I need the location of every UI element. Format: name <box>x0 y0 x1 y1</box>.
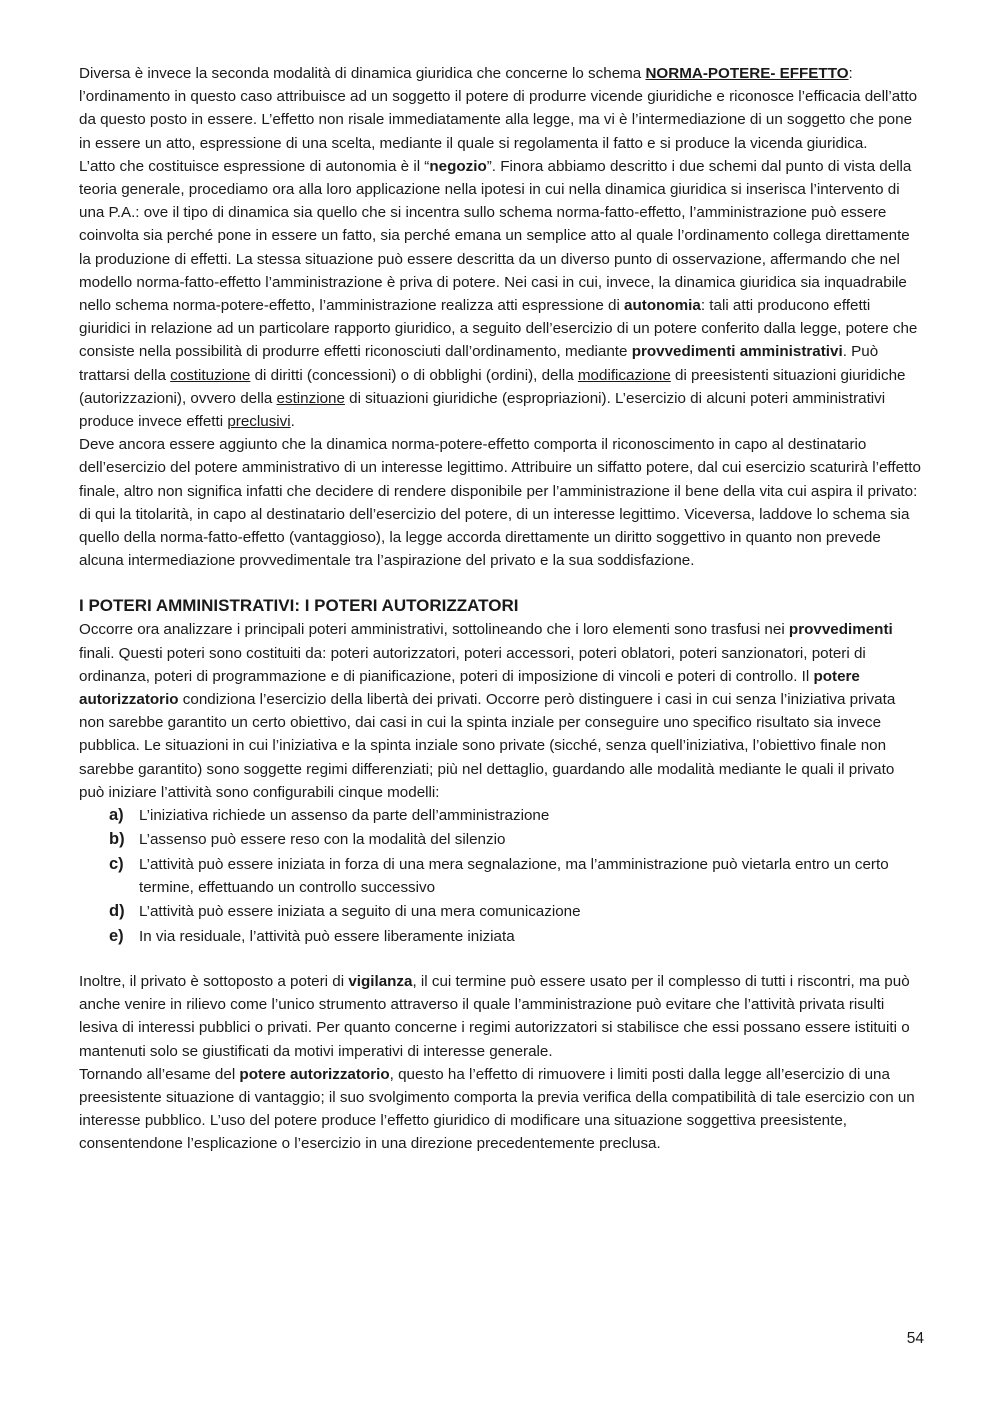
list-item <box>109 853 921 899</box>
section-heading: I POTERI AMMINISTRATIVI: I POTERI AUTORIZZATORI <box>79 596 519 616</box>
text-run: di preesistenti situazioni giuridiche (autorizzazioni), ovvero della <box>79 366 906 407</box>
list-marker: a) <box>109 806 124 825</box>
bold-term: potere autorizzatorio <box>79 667 860 709</box>
schema-term: NORMA-POTERE- EFFETTO <box>645 65 849 82</box>
text-run: di diritti (concessioni) o di obblighi (ordini), della <box>250 366 578 384</box>
text-run: . <box>290 413 295 431</box>
underlined-term: preclusivi <box>227 413 291 431</box>
text-run: , questo ha l’effetto di rimuovere i limiti posti dalla legge all’esercizio di una preesistente situazione di vantaggio; il suo svolgimento comporta la previa verifica della compatibilità di tale esercizio con un interesse pubblico. L’uso del potere produce l’effetto giuridico di modificare una situazione soggettiva preesistente, consentendone l’esplicazione o l’esercizio in una direzione precedentemente preclusa. <box>79 1065 915 1153</box>
text-run: Occorre ora analizzare i principali poteri amministrativi, sottolineando che i loro elementi sono trasfusi nei <box>79 621 789 639</box>
bold-term: vigilanza <box>348 973 413 991</box>
text-run: di situazioni giuridiche (espropriazioni). L’esercizio di alcuni poteri amministrativi produce invece effetti <box>79 389 886 431</box>
underlined-term: estinzione <box>276 389 345 407</box>
underlined-term: costituzione <box>170 366 251 384</box>
list-item <box>109 828 921 851</box>
document-body <box>79 62 921 1156</box>
paragraph-negozio <box>79 155 921 433</box>
text-run: finali. Questi poteri sono costituiti da: poteri autorizzatori, poteri accessori, poteri oblatori, poteri sanzionatori, poteri di ordinanza, poteri di programmazione e di pianificazione, poteri di imposizione di vincoli e poteri di controllo. Il <box>79 644 866 685</box>
list-item-text: In via residuale, l’attività può essere liberamente iniziata <box>139 927 515 945</box>
list-marker: c) <box>109 854 124 873</box>
text-run: Deve ancora essere aggiunto che la dinamica norma-potere-effetto comporta il riconoscimento in capo al destinatario dell’esercizio del potere amministrativo di un interesse legittimo. Attribuire un siffatto potere, dal cui esercizio scaturirà l’effetto finale, altro non significa infatti che decidere di rendere disponibile per l’amministrazione il bene della vita cui aspira il privato: di qui la titolarità, in capo al destinatario dell’esercizio del potere, di un interesse legittimo. Viceversa, laddove lo schema sia quello della norma-fatto-effetto (vantaggioso), la legge accorda direttamente un diritto soggettivo in quanto non prevede alcuna intermediazione provvedimentale tra l’aspirazione del privato e la sua soddisfazione. <box>79 436 921 570</box>
text-run: . Può trattarsi della <box>79 343 879 384</box>
list-item <box>109 900 921 923</box>
bold-term: provvedimenti <box>788 621 893 639</box>
list-item <box>109 925 921 948</box>
bold-term: provvedimenti amministrativi <box>631 343 843 361</box>
text-run: L’atto che costituisce espressione di autonomia è il “ <box>79 157 430 175</box>
bold-term: potere autorizzatorio <box>239 1065 390 1083</box>
list-item-text: L’attività può essere iniziata a seguito di una mera comunicazione <box>139 903 581 921</box>
text-run: condiziona l’esercizio della libertà dei privati. Occorre però distinguere i casi in cui senza l’iniziativa privata non sarebbe garantito un certo obiettivo, dai casi in cui la spinta inziale per conseguire uno specifico risultato sia invece pubblica. Le situazioni in cui l’iniziativa e la spinta inziale sono private (sicché, senza quell’iniziativa, l’obiettivo finale non sarebbe garantito) sono soggette regimi differenziati; più nel dettaglio, guardando alle modalità mediante le quali il privato può iniziare l’attività sono configurabili cinque modelli: <box>79 691 896 801</box>
list-item-text: L’attività può essere iniziata in forza di una mera segnalazione, ma l’amministrazione può vietarla entro un certo termine, effettuando un controllo successivo <box>139 855 889 897</box>
paragraph-potere-autorizzatorio <box>79 1063 921 1156</box>
list-item-text: L’iniziativa richiede un assenso da parte dell’amministrazione <box>139 807 550 825</box>
list-item <box>109 804 921 827</box>
list-marker: b) <box>109 830 125 849</box>
text-run: : tali atti producono effetti giuridici in relazione ad un particolare rapporto giuridico, a seguito dell’esercizio di un potere conferito dalla legge, potere che consiste nella possibilità di produrre effetti riconosciuti dall’ordinamento, mediante <box>79 297 918 361</box>
text-run: Tornando all’esame del <box>79 1065 240 1083</box>
list-marker: d) <box>109 902 125 921</box>
paragraph-vigilanza <box>79 970 921 1063</box>
page-number: 54 <box>906 1330 924 1347</box>
text-run: : l’ordinamento in questo caso attribuisce ad un soggetto il potere di produrre vicende giuridiche e riconosce l’efficacia dell’atto da questo posto in essere. L’effetto non risale immediatamente alla legge, ma vi è l’intermediazione di un soggetto che pone in essere un atto, espressione di una scelta, mediante il quale si regolamenta il fatto e si produce la vicenda giuridica. <box>79 65 918 152</box>
text-run: Diversa è invece la seconda modalità di dinamica giuridica che concerne lo schema <box>79 65 646 82</box>
text-run: ”. Finora abbiamo descritto i due schemi dal punto di vista della teoria generale, procediamo ora alla loro applicazione nella ipotesi in cui nella dinamica giuridica si inserisca l’intervento di una P.A.: ove il tipo di dinamica sia quello che si incentra sullo schema norma-fatto-effetto, l’amministrazione può essere coinvolta sia perché pone in essere un fatto, sia perché emana un semplice atto al quale l’ordinamento collega direttamente la produzione di effetti. La stessa situazione può essere descritta da un diverso punto di osservazione, affermando che nel modello norma-fatto-effetto l’amministrazione è priva di potere. Nei casi in cui, invece, la dinamica giuridica sia inquadrabile nello schema norma-potere-effetto, l’amministrazione realizza atti espressione di <box>79 157 912 315</box>
bold-term: negozio <box>429 157 487 175</box>
paragraph-norma-potere-effetto <box>79 62 921 155</box>
text-run: Inoltre, il privato è sottoposto a poteri di <box>79 973 349 991</box>
text-run: , il cui termine può essere usato per il complesso di tutti i riscontri, ma può anche venire in rilievo come l’unico strumento attraverso il quale l’amministrazione può evitare che l’attività privata risulti lesiva di interessi pubblici o privati. Per quanto concerne i regimi autorizzatori si stabilisce che essi possano essere istituiti o mantenuti solo se giustificati da motivi imperativi di interesse generale. <box>79 973 910 1060</box>
bold-term: autonomia <box>624 297 701 315</box>
underlined-term: modificazione <box>577 366 671 384</box>
models-list <box>79 804 921 948</box>
list-marker: e) <box>109 926 124 945</box>
paragraph-interesse-legittimo <box>79 433 921 572</box>
list-item-text: L’assenso può essere reso con la modalità del silenzio <box>139 831 506 849</box>
paragraph-poteri-amministrativi <box>79 618 921 804</box>
